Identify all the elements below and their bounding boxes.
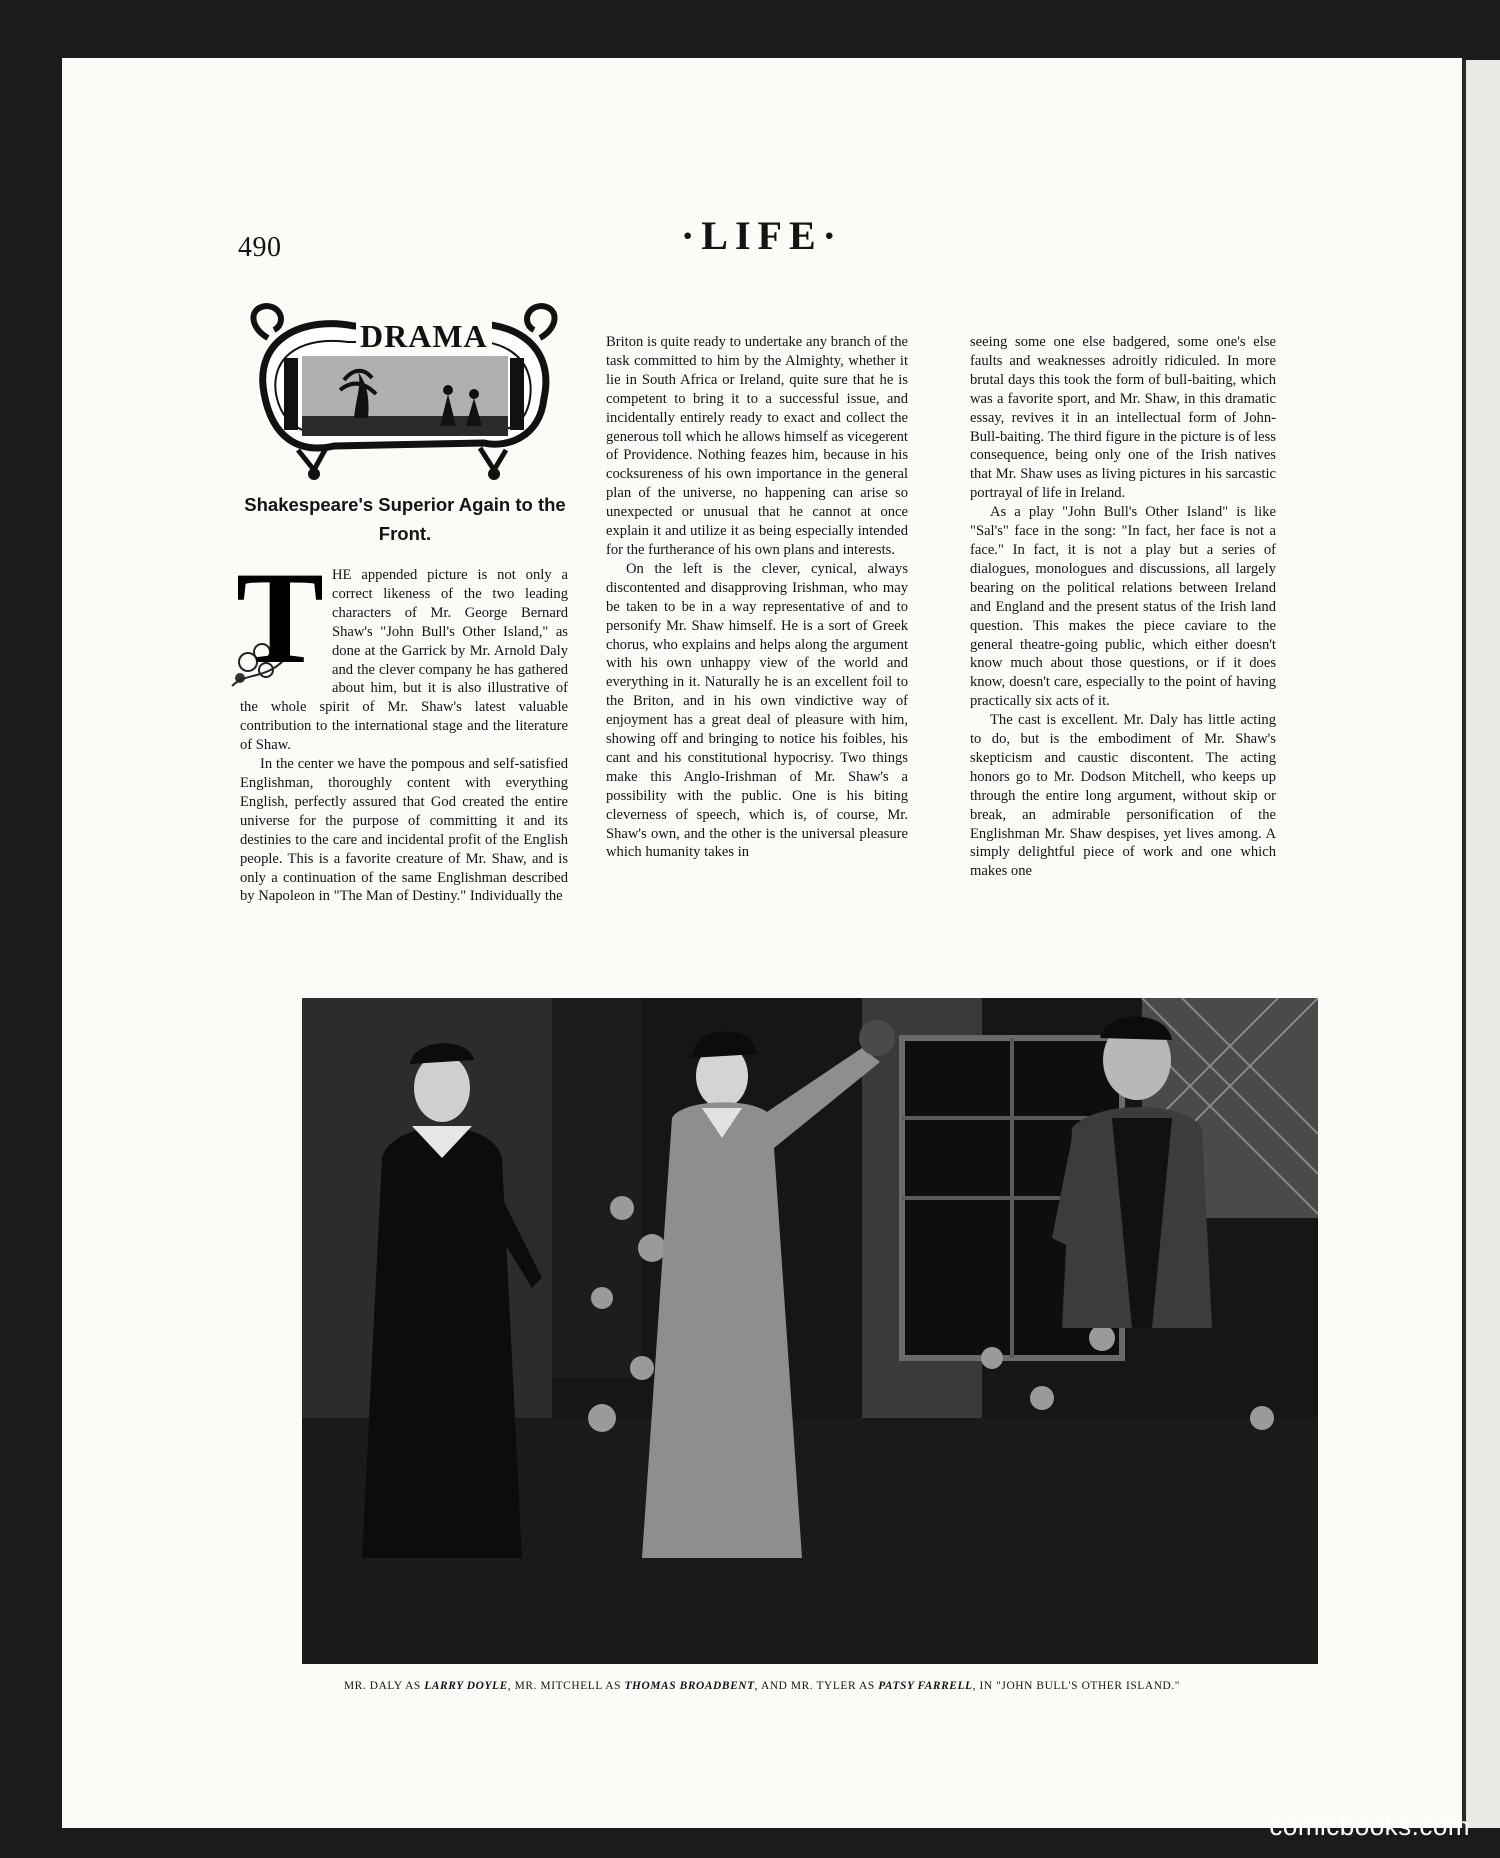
page-number: 490 (238, 232, 282, 263)
drop-cap-letter: T (235, 544, 324, 691)
caption-text: , IN "JOHN BULL'S OTHER ISLAND." (972, 1680, 1181, 1692)
paragraph: seeing some one else badgered, some one's else faults and weaknesses adroitly ridiculed. In more brutal days this took the form of bull-baiting, which was a favorite sport, and Mr. Shaw, in this dramatic essay, revives it in an intellectual form of John-Bull-baiting. The third figure in the picture is of less consequence, being only one of the Irish natives that Mr. Shaw uses as living pictures in his sarcastic portrayal of life in Ireland. (970, 334, 1276, 502)
stage-photograph (302, 998, 1318, 1664)
paragraph: As a play "John Bull's Other Island" is like "Sal's" face in the song: "In fact, her face is not a face." In fact, it is not a play but a series of dialogues, monologues and discussions, all largely bearing on the political relations between Ireland and England and the present status of the Irish land question. This makes the piece caviare to the general theatre-going public, which either doesn't know much about those questions, or if it does know, doesn't care, especially to the point of having practically six acts of it. (970, 504, 1276, 710)
caption-role: PATSY FARRELL (878, 1680, 973, 1692)
paragraph: Briton is quite ready to undertake any branch of the task committed to him by the Almighty, whether it lie in South Africa or Ireland, quite sure that he is competent to bring it to a successful issue, and incidentally entirely ready to exact and collect the generous toll which he allows himself as vicegerent of Providence. Nothing feazes him, because in his cocksureness of his own importance in the general plan of the universe, no happening can arise so unexpected or unusual that he cannot at once explain it and utilize it as being especially intended for the furtherance of his own plans and interests. (606, 334, 908, 558)
article-headline: Shakespeare's Superior Again to the Front. (244, 494, 566, 544)
photo-caption (62, 1680, 1462, 1692)
caption-text: MR. DALY AS (343, 1680, 425, 1692)
caption-role: THOMAS BROADBENT (624, 1680, 755, 1692)
drama-section-title: DRAMA (356, 318, 492, 355)
adjacent-page-edge (1462, 60, 1500, 1828)
drama-section-emblem (244, 298, 564, 483)
masthead-title: ·LIFE· (680, 213, 844, 258)
caption-text: , MR. MITCHELL AS (507, 1680, 625, 1692)
caption-role: LARRY DOYLE (424, 1680, 508, 1692)
magazine-page (62, 58, 1462, 1828)
article-column-3 (970, 333, 1276, 881)
drop-cap (228, 544, 326, 692)
paragraph: On the left is the clever, cynical, always discontented and disapproving Irishman, who may be taken to be in a way representative of and to personify Mr. Shaw himself. He is a sort of Greek chorus, who explains and helps along the argument with his own unhappy view of the world and everything in it. Naturally he is an excellent foil to the Briton, and in his own vindictive way of enjoyment has a great deal of pleasure with him, showing off and bringing to notice his foibles, his cant and his constitutional hypocrisy. Two things make this Anglo-Irishman of Mr. Shaw's a possibility with the public. One is his biting cleverness of speech, which is, of course, Mr. Shaw's own, and the other is the universal pleasure which humanity takes in (606, 560, 908, 861)
caption-text: , AND MR. TYLER AS (754, 1680, 879, 1692)
photograph-of-three-actors (302, 998, 1318, 1664)
site-watermark: comicbooks.com (1269, 1811, 1470, 1841)
article-column-1 (235, 544, 568, 906)
paragraph: The cast is excellent. Mr. Daly has little acting to do, but is the embodiment of Mr. Shaw's skepticism and caustic discontent. The acting honors go to Mr. Dodson Mitchell, who keeps up through the entire long argument, without skip or break, an admirable personification of the Englishman Mr. Shaw despises, yet lives among. A simply delightful piece of work and one which makes one (970, 712, 1276, 880)
paragraph: HE appended picture is not only a correct likeness of the two leading characters of Mr. George Bernard Shaw's "John Bull's Other Island," as done at the Garrick by Mr. Arnold Daly and the clever company he has gathered about him, but it is also illustrative of the whole spirit of Mr. Shaw's latest valuable contribution to the international stage and the literature of Shaw. (240, 567, 568, 754)
article-column-2 (606, 333, 908, 862)
paragraph: In the center we have the pompous and self-satisfied Englishman, thoroughly content with everything English, perfectly assured that God created the entire universe for the purpose of committing it and its destinies to the care and incidental profit of the English people. This is a favorite creature of Mr. Shaw, and is only a continuation of the same Englishman described by Napoleon in "The Man of Destiny." Individually the (240, 756, 568, 905)
